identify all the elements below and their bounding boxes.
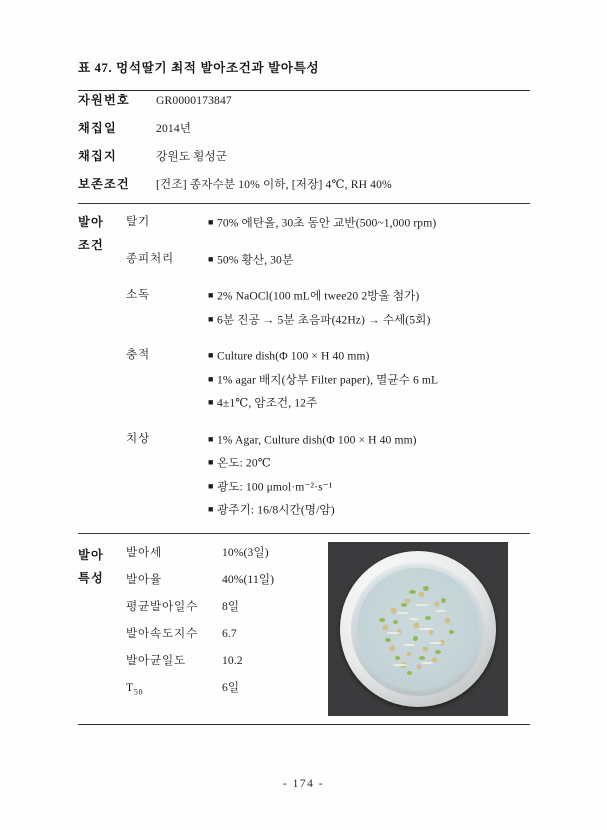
table-row: [78, 119, 530, 147]
section-header-line2: 조건: [78, 238, 104, 252]
row-value: 6일: [222, 680, 240, 694]
row-value: 2014년: [156, 122, 192, 135]
row-value: 10.2: [222, 653, 243, 667]
seedlings-group: [357, 568, 479, 690]
table-row: [78, 175, 530, 203]
characteristics-list: [126, 544, 326, 716]
list-item: ■ 50% 황산, 30분: [208, 248, 530, 272]
conditions-body: [126, 211, 530, 524]
bullet-icon: ■: [208, 350, 214, 360]
list-item: ■ 1% agar 배지(상부 Filter paper), 멸균수 6 mL: [208, 368, 530, 392]
list-item: ■ Culture dish(Φ 100 × H 40 mm): [208, 344, 530, 368]
list-item: ■ 1% Agar, Culture dish(Φ 100 × H 40 mm): [208, 428, 530, 452]
row-label: 발아균일도: [126, 653, 186, 667]
list-item: ■ 2% NaOCl(100 mL에 twee20 2방울 첨가): [208, 284, 530, 308]
row-label: 평균발아일수: [126, 599, 198, 613]
row-label: 보존조건: [78, 177, 130, 191]
bullet-icon: ■: [208, 290, 214, 300]
bullet-icon: ■: [208, 433, 214, 444]
condition-group: [126, 211, 530, 235]
list-item: ■ 4±1℃, 암조건, 12주: [208, 391, 530, 415]
condition-items: [208, 211, 530, 235]
photo-container: [328, 542, 508, 716]
condition-items: [208, 248, 530, 272]
condition-items: [208, 428, 530, 522]
condition-label: 탈기: [126, 215, 150, 228]
row-value: 강원도 횡성군: [156, 150, 228, 163]
section-header-line1: 발아: [78, 215, 104, 229]
data-table: [78, 90, 530, 725]
table-row: [126, 679, 326, 706]
table-caption: 표 47. 멍석딸기 최적 발아조건과 발아특성: [78, 61, 320, 75]
row-value: 8일: [222, 599, 240, 613]
section-header: [78, 544, 126, 716]
row-value: 10%(3일): [222, 545, 269, 559]
condition-group: [126, 284, 530, 331]
table-row: [126, 571, 326, 598]
bullet-icon: ■: [208, 373, 214, 384]
table-row: [126, 598, 326, 625]
table-row: [126, 625, 326, 652]
section-header-line2: 특성: [78, 570, 104, 585]
bullet-icon: ■: [208, 504, 214, 514]
section-header-line1: 발아: [78, 547, 104, 562]
row-value: 40%(11일): [222, 572, 275, 586]
row-label: 발아속도지수: [126, 626, 198, 640]
petri-dish-photo: [328, 542, 508, 716]
table-row: [126, 652, 326, 679]
row-label: 채집일: [78, 121, 117, 135]
condition-group: [126, 344, 530, 415]
table-row: [78, 91, 530, 119]
condition-label: 소독: [126, 288, 150, 301]
row-label: 자원번호: [78, 93, 130, 107]
list-item: ■ 6분 진공 → 5분 초음파(42Hz) → 수세(5회): [208, 308, 530, 332]
bullet-icon: ■: [208, 217, 214, 227]
condition-label: 종피처리: [126, 251, 174, 265]
germination-characteristics-section: [78, 533, 530, 724]
row-label: 발아세: [126, 545, 162, 559]
row-value: [건조] 종자수분 10% 이하, [저장] 4℃, RH 40%: [156, 178, 392, 191]
list-item: ■ 광주기: 16/8시간(명/암): [208, 498, 530, 522]
table-bottom-rule: [78, 724, 530, 725]
row-label: $T_{50}$: [126, 680, 144, 696]
row-label: 채집지: [78, 149, 117, 163]
page-number: - 174 -: [282, 778, 325, 790]
list-item: ■ 온도: 20℃: [208, 451, 530, 475]
condition-group: [126, 248, 530, 272]
list-item: ■ 광도: 100 μmol·m⁻²·s⁻¹: [208, 475, 530, 499]
table-row: [78, 147, 530, 175]
condition-items: [208, 284, 530, 331]
section-header: [78, 211, 126, 524]
condition-items: [208, 344, 530, 415]
germination-conditions-section: [78, 203, 530, 533]
bullet-icon: ■: [208, 253, 214, 264]
bullet-icon: ■: [208, 313, 214, 324]
row-label: 발아율: [126, 572, 162, 586]
condition-label: 충적: [126, 348, 150, 361]
dish-agar-surface: [357, 568, 479, 690]
bullet-icon: ■: [208, 397, 214, 407]
condition-label: 치상: [126, 431, 150, 445]
bullet-icon: ■: [208, 457, 214, 467]
condition-group: [126, 428, 530, 522]
row-value: 6.7: [222, 626, 237, 640]
list-item: ■ 70% 에탄올, 30초 동안 교반(500~1,000 rpm): [208, 211, 530, 235]
bullet-icon: ■: [208, 480, 214, 491]
table-row: [126, 544, 326, 571]
basic-info-section: [78, 90, 530, 203]
row-value: GR0000173847: [156, 94, 232, 107]
